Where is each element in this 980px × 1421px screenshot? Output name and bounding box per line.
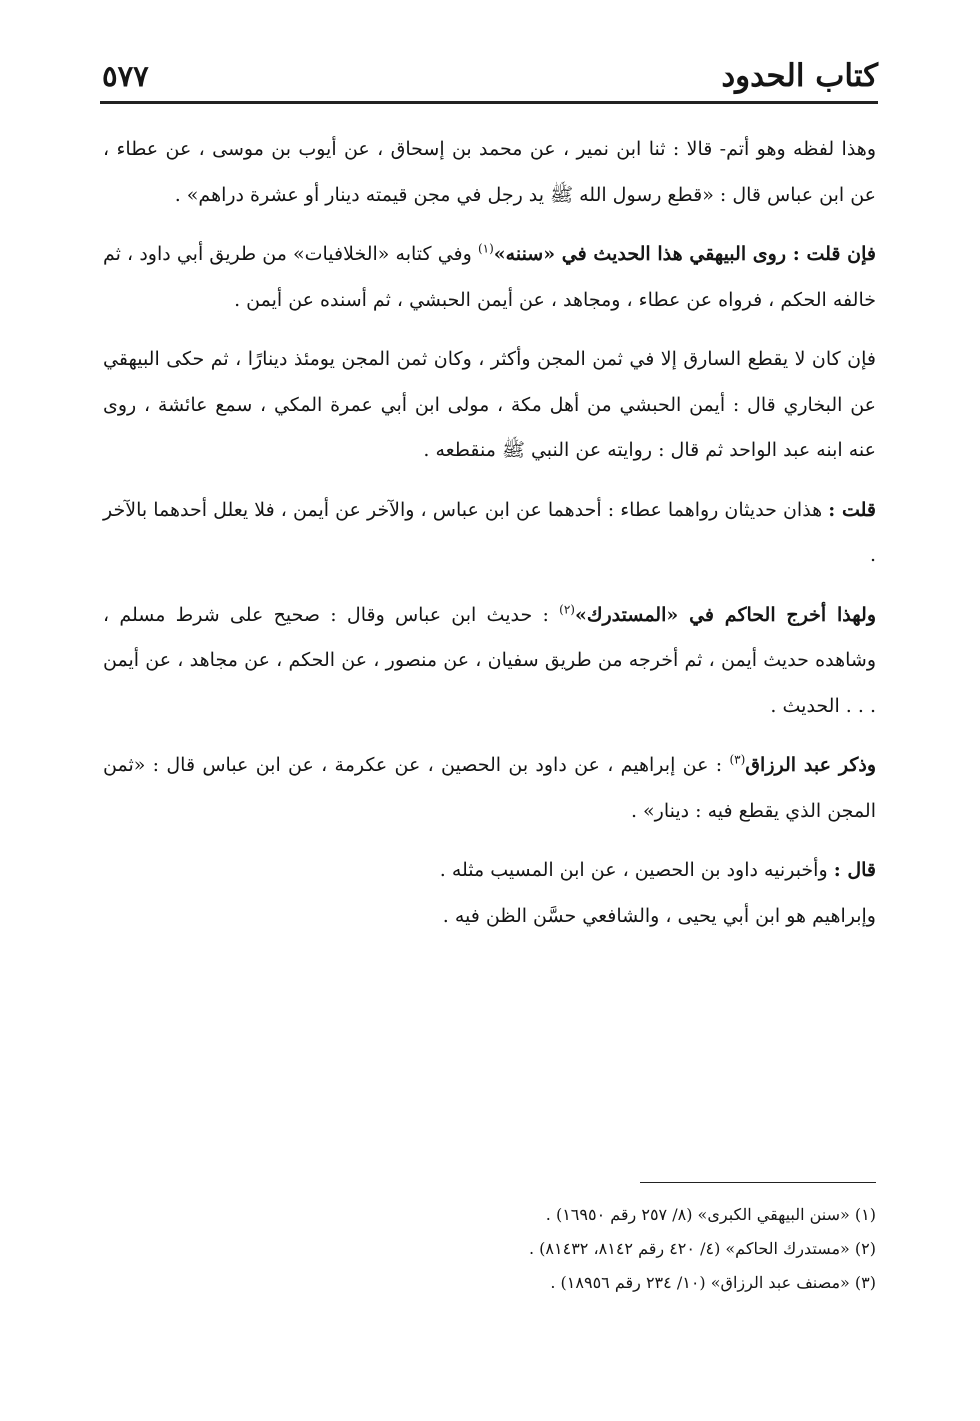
paragraph-lead: قلت : [828, 498, 876, 521]
paragraph-text: فإن كان لا يقطع السارق إلا في ثمن المجن وأكثر ، وكان ثمن المجن يومئذ دينارًا ، ثم حكى البيهقي عن البخاري قال : أيمن الحبشي من أهل مكة ، مولى ابن أبي عمرة المكي ، سمع عائشة ، روى عنه ابنه عبد الواحد ثم قال : روايته عن النبي ﷺ منقطعه . [103, 348, 876, 461]
paragraph-text: هذان حديثان رواهما عطاء : أحدهما عن ابن عباس ، والآخر عن أيمن ، فلا يعلل أحدهما بالآخر . [103, 498, 876, 566]
footnotes [300, 1198, 876, 1300]
page-header [100, 52, 878, 104]
paragraph-3 [103, 337, 876, 474]
page-number: ٥٧٧ [102, 59, 149, 93]
header-rule [100, 101, 878, 104]
paragraph-text: : عن إبراهيم ، عن داود بن الحصين ، عن عكرمة ، عن ابن عباس قال : «ثمن المجن الذي يقطع فيه : دينار» . [103, 754, 876, 822]
running-title: كتاب الحدود [721, 58, 878, 94]
paragraph-lead: ولهذا أخرج الحاكم في «المستدرك» [574, 603, 876, 626]
footnote-2: (٢) «مستدرك الحاكم» (٤/ ٤٢٠ رقم ٨١٤٢، ٨١٤٣٢) . [528, 1239, 876, 1258]
paragraph-text: : حديث ابن عباس وقال : صحيح على شرط مسلم ، وشاهده حديث أيمن ، ثم أخرجه من طريق سفيان ، عن منصور ، عن الحكم ، عن مجاهد ، عن أيمن . . . الحديث . [103, 603, 876, 717]
paragraph-5 [103, 593, 876, 730]
paragraph-text: وأخبرنيه داود بن الحصين ، عن ابن المسيب مثله . [439, 859, 828, 881]
paragraph-1 [103, 127, 876, 218]
footnote-3: (٣) «مصنف عبد الرزاق» (١٠/ ٢٣٤ رقم ١٨٩٥٦) . [550, 1273, 876, 1292]
paragraph-lead: قال : [833, 859, 876, 881]
paragraph-8 [103, 894, 876, 940]
main-text [103, 127, 876, 953]
paragraph-lead: وذكر عبد الرزاق [745, 754, 877, 776]
paragraph-text: وإبراهيم هو ابن أبي يحيى ، والشافعي حسَّن الظن فيه . [442, 904, 876, 927]
footnote-marker: (٣) [729, 752, 746, 767]
footnote-marker: (٢) [559, 602, 575, 617]
paragraph-7 [103, 848, 876, 894]
paragraph-4 [103, 488, 876, 579]
footnote-separator [640, 1182, 876, 1183]
paragraph-lead: فإن قلت : روى البيهقي هذا الحديث في «سننه» [493, 243, 877, 265]
paragraph-text: وهذا لفظه وهو أتم- قالا : ثنا ابن نمير ، عن محمد بن إسحاق ، عن أيوب بن موسى ، عن عطاء ، عن ابن عباس قال : «قطع رسول الله ﷺ يد رجل في مجن قيمته دينار أو عشرة دراهم» . [103, 138, 876, 206]
paragraph-2 [103, 232, 876, 323]
paragraph-6 [103, 743, 876, 834]
paragraph-text: وفي كتابه «الخلافيات» من طريق أبي داود ، ثم خالفه الحكم ، فرواه عن عطاء ، ومجاهد ، عن أيمن الحبشي ، ثم أسنده عن أيمن . [103, 243, 876, 311]
footnote-marker: (١) [477, 241, 494, 256]
footnote-1: (١) «سنن البيهقي الكبرى» (٨/ ٢٥٧ رقم ١٦٩٥٠) . [545, 1205, 876, 1224]
